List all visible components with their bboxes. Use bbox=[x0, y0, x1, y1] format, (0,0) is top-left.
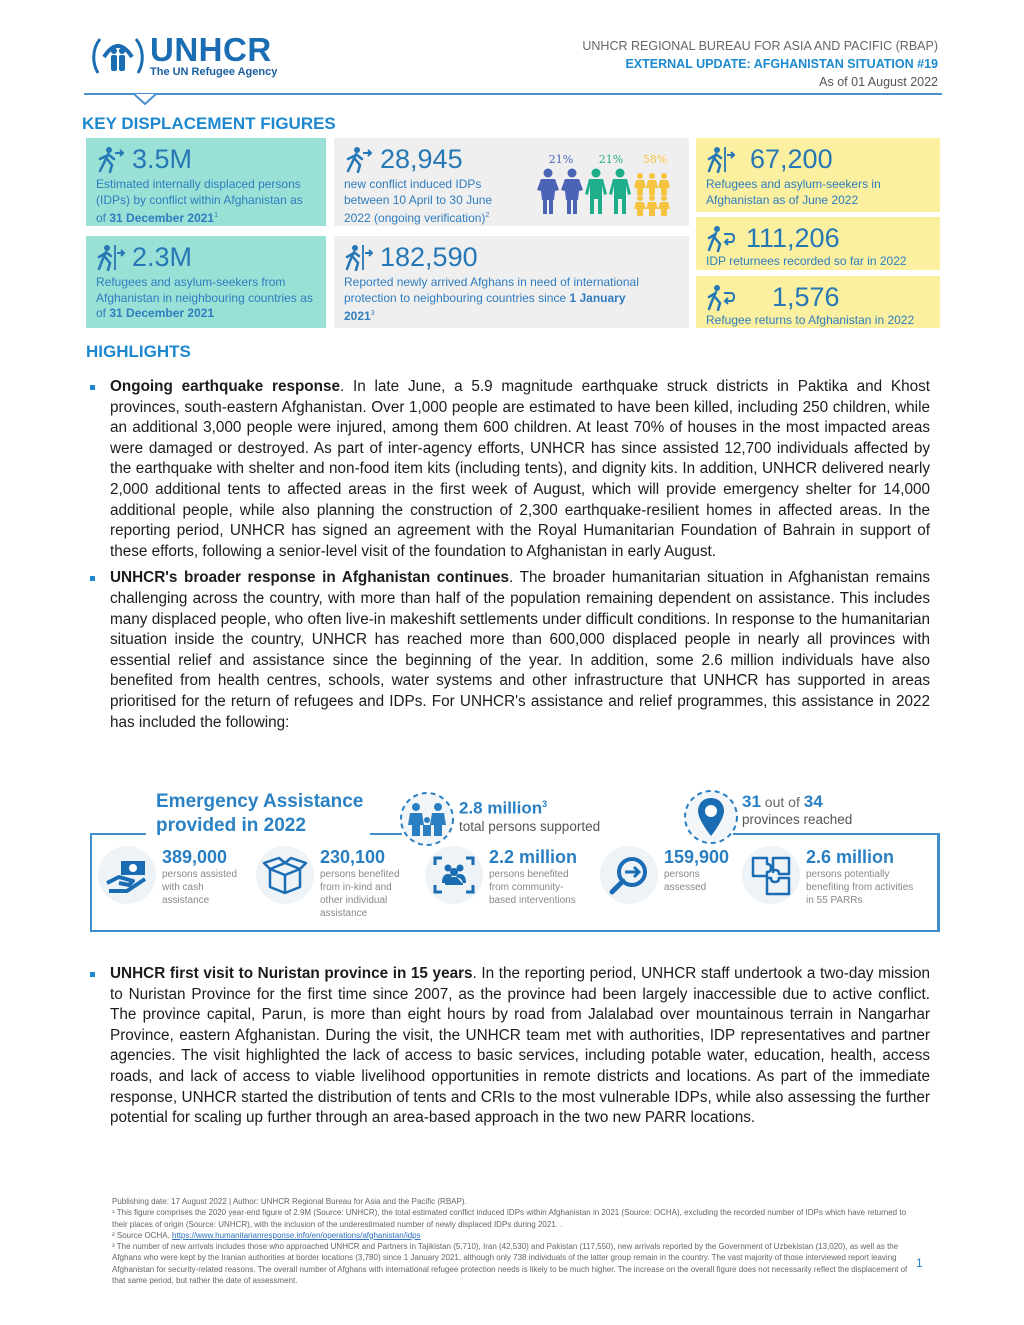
unhcr-logo bbox=[90, 32, 300, 82]
location-pin-icon bbox=[682, 788, 740, 846]
header-org: UNHCR REGIONAL BUREAU FOR ASIA AND PACIFIC (RBAP) bbox=[582, 39, 938, 53]
key-figure-value: 2.3M bbox=[132, 242, 193, 272]
ea-provinces-reached bbox=[682, 788, 852, 846]
demographic-women-pct: 21% bbox=[548, 153, 574, 166]
ea-provinces-label: provinces reached bbox=[742, 812, 853, 827]
footnotes bbox=[112, 1196, 912, 1286]
key-figure-value: 3.5M bbox=[132, 144, 193, 174]
key-figure-card-refugees-from-afghanistan bbox=[86, 236, 326, 328]
key-figure-desc: Estimated internally displaced persons (IDPs) by conflict within Afghanistan as of 31 December 2021$^1$ bbox=[96, 177, 303, 225]
people-pictogram-icon bbox=[535, 166, 675, 218]
header-title: EXTERNAL UPDATE: AFGHANISTAN SITUATION #19 bbox=[625, 57, 938, 71]
key-figure-desc: Refugees and asylum-seekers in Afghanistan as of June 2022 bbox=[706, 177, 881, 207]
ea-provinces-value: 31 out of 34 bbox=[742, 792, 823, 811]
ocha-idps-link[interactable]: https://www.humanitarianresponse.info/en/operations/afghanistan/idps bbox=[172, 1230, 421, 1240]
demographic-men-pct: 21% bbox=[598, 153, 624, 166]
person-returning-icon bbox=[706, 283, 736, 311]
highlights-list-2 bbox=[88, 964, 930, 1129]
key-figure-desc: Refugees and asylum-seekers from Afghanistan in neighbouring countries as of 31 December 2021 bbox=[96, 275, 313, 320]
key-figure-desc: Reported newly arrived Afghans in need of international protection to neighbouring countries since 1 January 2021$^3$ bbox=[344, 275, 639, 323]
demographic-children-pct: 58% bbox=[642, 153, 668, 166]
key-figure-desc: Refugee returns to Afghanistan in 2022 bbox=[706, 313, 915, 327]
person-crossing-border-icon bbox=[344, 243, 374, 271]
unhcr-emblem-icon bbox=[90, 33, 146, 81]
key-figure-value: 1,576 bbox=[772, 282, 840, 312]
ea-item-parr: 2.6 million persons potentially benefiting from activities in 55 PARRs bbox=[742, 846, 916, 907]
footnote-1: ¹ This figure comprises the 2020 year-end figure of 2.9M (Source: UNHCR), the total estimated conflict induced IDPs within Afghanistan in 2021 (Source: OCHA), excluding the recorded number of IDPs which have returned to their places of origin (Source: UNHCR), with the inclusion of the underestimated number of newly displaced IDPs during 2021. . bbox=[112, 1208, 907, 1229]
highlights-title: HIGHLIGHTS bbox=[86, 342, 191, 361]
key-figure-card-refugee-returns bbox=[696, 276, 940, 328]
ea-item-in-kind: 230,100 persons benefited from in-kind and other individual assistance bbox=[256, 846, 412, 920]
key-figure-card-idp-returnees bbox=[696, 217, 940, 270]
highlight-item-earthquake: Ongoing earthquake response. In late June, a 5.9 magnitude earthquake struck districts in Paktika and Khost provinces, south-eastern Afghanistan. Over 1,000 people are estimated to have been killed, including 250 children, while an additional 3,000 people were injured, among them 600 children. At least 70% of houses in the most impacted areas were damaged or destroyed. As part of inter-agency efforts, UNHCR has since assisted 12,700 individuals affected by the earthquake with shelter and non-food item kits (including tents), and dignity kits. In addition, UNHCR delivered nearly 2,000 additional tents to affected areas in the first week of August, which will provide emergency shelter for 14,000 additional people, while also planning the construction of 2,300 earthquake-resilient homes in affected areas. In the reporting period, UNHCR has signed an agreement with the Royal Humanitarian Foundation of Bahrain in support of these efforts, following a senior-level visit of the foundation to Afghanistan in early August. bbox=[88, 377, 930, 562]
family-icon bbox=[398, 790, 456, 848]
ea-total-value: 2.8 million$^3$ bbox=[459, 798, 548, 818]
highlight-item-broader-response: UNHCR's broader response in Afghanistan continues. The broader humanitarian situation in Afghanistan remains challenging across the country, with more than half of the population remaining dependent on assistance. This includes many displaced people, who often live-in makeshift settlements under difficult conditions. In response to the humanitarian situation inside the country, UNHCR has reached more than 600,000 displaced people in nearly all provinces with essential relief and assistance since the beginning of the year. In addition, some 2.6 million individuals have also benefited from health centres, schools, water systems and other infrastructure that UNHCR has supported in areas prioritised for the return of refugees and IDPs. For UNHCR's assistance and relief programmes, this assistance in 2022 has included the following: bbox=[88, 568, 930, 733]
footnote-2: ² Source OCHA. https://www.humanitarianresponse.info/en/operations/afghanistan/idps bbox=[112, 1230, 421, 1240]
person-crossing-border-icon bbox=[96, 243, 126, 271]
footnote-3: ³ The number of new arrivals includes those who approached UNHCR and Partners in Tajikistan (5,710), Iran (42,530) and Pakistan (117,550), new arrivals reported by the Government of Uzbekistan (13,020), as well as the Afghans who were kept by the Iranian authorities at border locations (3,780) since 1 January 2021, although only 738 individuals of the latter group remain in the country. The vast majority of those interviewed report leaving Afghanistan for security-related reasons. The overall number of Afghans with international refugee protection needs is likely to be much higher. The increase on the overall figure does not necessarily reflect the displacement of that same period, but rather the date of assessment. bbox=[112, 1242, 908, 1286]
key-figure-desc: new conflict induced IDPs between 10 April to 30 June 2022 (ongoing verification)$^2$ bbox=[344, 177, 493, 225]
person-running-arrow-icon bbox=[96, 145, 126, 173]
person-crossing-border-icon bbox=[706, 145, 736, 173]
ea-total-persons bbox=[398, 790, 600, 848]
highlight-item-nuristan: UNHCR first visit to Nuristan province in 15 years. In the reporting period, UNHCR staff undertook a two-day mission to Nuristan Province for the first time since 2007, as the province had been largely inaccessible due to active conflict. The province capital, Parun, is more than eight hours by road from Jalalabad over mountainous terrain in Nangarhar Province, eastern Afghanistan. During the visit, the UNHCR team met with authorities, IDP representatives and partner agencies. The visit highlighted the lack of access to basic services, including potable water, education, health, access roads, and lack of access to viable livelihood opportunities in remote districts and locations. As part of the immediate response, UNHCR started the distribution of tents and CRIs to the most vulnerable IDPs, while also assessing the further potential for scaling up further through an area-based approach in the two new PARR locations. bbox=[88, 964, 930, 1129]
publishing-info: Publishing date: 17 August 2022 | Author: UNHCR Regional Bureau for Asia and the Pacific (RBAP). bbox=[112, 1197, 467, 1206]
ea-item-community: 2.2 million persons benefited from community-based interventions bbox=[425, 846, 589, 907]
key-figure-value: 67,200 bbox=[750, 144, 833, 174]
key-figure-desc: IDP returnees recorded so far in 2022 bbox=[706, 254, 907, 268]
magnifier-arrow-icon bbox=[607, 853, 651, 897]
highlights-list-1 bbox=[88, 377, 930, 733]
header-divider bbox=[84, 93, 942, 95]
header-date: As of 01 August 2022 bbox=[819, 75, 938, 89]
logo-name: UNHCR bbox=[150, 31, 272, 68]
person-running-arrow-icon bbox=[344, 145, 374, 173]
box-icon bbox=[262, 855, 308, 895]
person-returning-icon bbox=[706, 224, 736, 252]
key-figure-value: 182,590 bbox=[380, 242, 478, 272]
key-figure-card-refugees-in-afghanistan bbox=[696, 138, 940, 212]
community-group-icon bbox=[432, 855, 476, 895]
key-figures-title: KEY DISPLACEMENT FIGURES bbox=[82, 114, 336, 133]
ea-item-assessed: 159,900 persons assessed bbox=[600, 846, 734, 904]
report-header bbox=[582, 37, 938, 91]
page-number: 1 bbox=[916, 1256, 923, 1270]
key-figure-value: 111,206 bbox=[746, 223, 840, 253]
logo-tagline: The UN Refugee Agency bbox=[150, 66, 278, 78]
emergency-assistance-title: Emergency Assistance provided in 2022 bbox=[156, 791, 364, 836]
key-figure-card-new-arrivals bbox=[334, 236, 689, 328]
header-notch-icon bbox=[134, 93, 156, 105]
ea-item-cash: 389,000 persons assisted with cash assistance bbox=[98, 846, 242, 907]
puzzle-icon bbox=[749, 854, 793, 896]
demographics-breakdown bbox=[535, 153, 675, 223]
ea-total-label: total persons supported bbox=[459, 818, 601, 834]
cash-hand-icon bbox=[105, 855, 149, 895]
key-figure-value: 28,945 bbox=[380, 144, 463, 174]
key-figure-card-idps bbox=[86, 138, 326, 226]
